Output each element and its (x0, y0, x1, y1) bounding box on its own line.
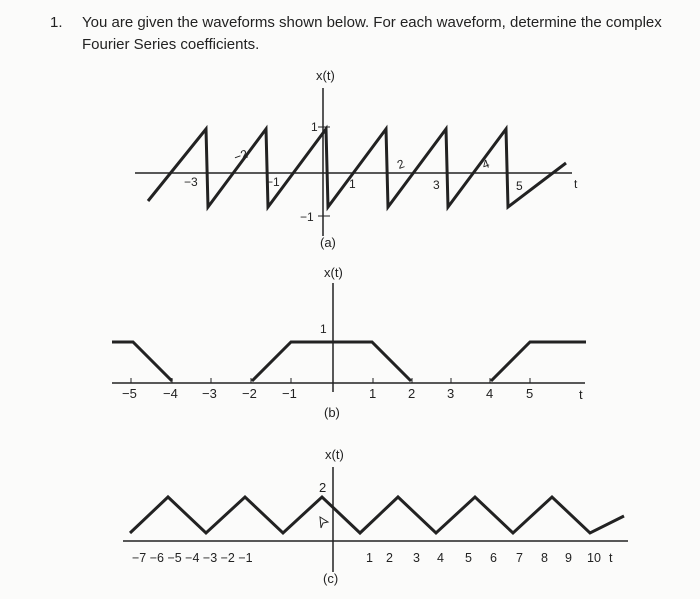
waveform-b-ylabel: x(t) (324, 265, 343, 280)
question-number: 1. (50, 14, 63, 31)
waveform-c-xlabel-5: 5 (465, 551, 472, 565)
waveform-c-xlabel-1: 1 (366, 551, 373, 565)
waveform-b-xlabel-4: 4 (486, 386, 494, 401)
waveform-b-xlabel-1: 1 (369, 386, 377, 401)
waveform-b-xlabel-neg5: −5 (122, 386, 137, 401)
waveform-c-ylabel: x(t) (325, 447, 344, 462)
waveform-b (112, 283, 586, 392)
waveform-b-xlabel-neg3: −3 (202, 386, 217, 401)
waveform-a-xlabel-3: 3 (433, 178, 440, 192)
waveform-c-caption: (c) (323, 571, 339, 586)
waveform-a (135, 88, 572, 236)
waveform-b-signal-left (112, 342, 172, 381)
waveform-b-xlabel-neg1: −1 (282, 386, 297, 401)
waveform-c-xlabel-9: 9 (565, 551, 572, 565)
question-text: You are given the waveforms shown below. For each waveform, determine the complex Fourier Series coefficients. (82, 14, 662, 53)
waveform-a-signal (148, 129, 566, 207)
waveform-c-xlabel-8: 8 (541, 551, 548, 565)
waveform-b-signal-right (491, 342, 586, 381)
waveform-b-xlabel-neg4: −4 (163, 386, 178, 401)
waveform-c-ytick-2: 2 (319, 480, 327, 495)
waveform-a-xlabel-neg2: −2 (231, 146, 250, 165)
waveform-a-ylabel: x(t) (316, 68, 335, 83)
cursor-icon (320, 517, 328, 528)
waveform-c-xlabel-3: 3 (413, 551, 420, 565)
waveform-c-tlabel: t (609, 551, 613, 565)
waveform-a-xlabel-2: 2 (395, 156, 407, 172)
waveform-b-xlabel-neg2: −2 (242, 386, 257, 401)
waveform-a-xlabel-5: 5 (516, 179, 523, 193)
waveform-a-xlabel-neg1: −1 (266, 175, 280, 189)
waveform-c-xlabel-7: 7 (516, 551, 523, 565)
waveform-a-ytick-1: 1 (311, 120, 318, 134)
waveform-c-xlabels-negative: −7 −6 −5 −4 −3 −2 −1 (132, 551, 253, 565)
waveform-c-signal (130, 497, 624, 533)
waveform-a-xlabel-4: 4 (480, 156, 492, 172)
waveform-c-xlabel-10: 10 (587, 551, 601, 565)
waveform-b-xlabel-2: 2 (408, 386, 416, 401)
waveform-c-xlabel-4: 4 (437, 551, 444, 565)
waveform-a-tlabel: t (574, 177, 578, 191)
waveform-b-tlabel: t (579, 387, 583, 402)
waveform-b-xlabel-5: 5 (526, 386, 534, 401)
waveform-b-signal-center (252, 342, 411, 381)
waveform-c-xlabel-2: 2 (386, 551, 393, 565)
waveform-b-xlabel-3: 3 (447, 386, 455, 401)
waveform-a-xlabel-1: 1 (349, 177, 356, 191)
waveform-c-xlabel-6: 6 (490, 551, 497, 565)
waveform-a-xlabel-neg3: −3 (184, 175, 198, 189)
waveform-a-ytick-minus1: −1 (300, 210, 314, 224)
waveform-a-caption: (a) (320, 235, 336, 250)
waveform-b-ytick-1: 1 (320, 322, 327, 336)
waveform-b-caption: (b) (324, 405, 340, 420)
